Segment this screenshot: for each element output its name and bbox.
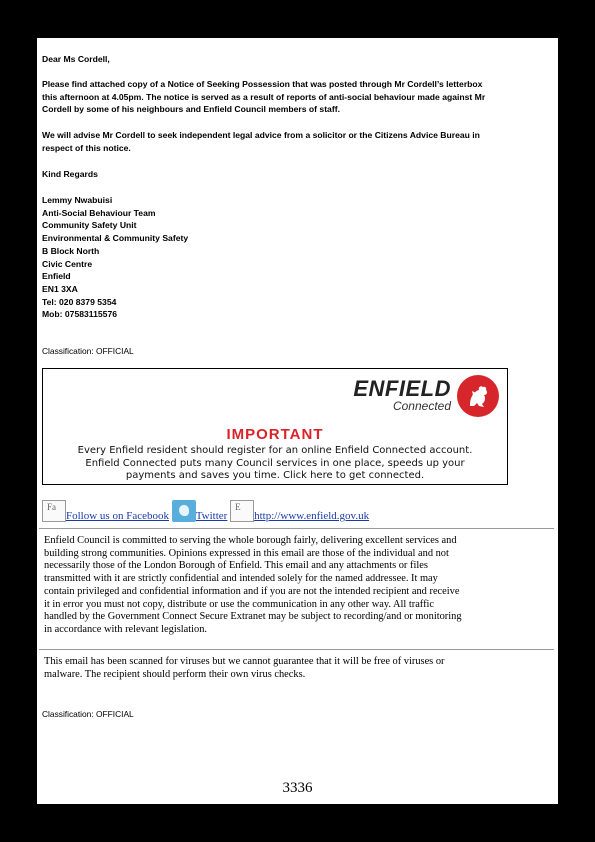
signature-team: Anti-Social Behaviour Team <box>42 207 156 218</box>
paragraph-2-line: We will advise Mr Cordell to seek independent legal advice from a solicitor or the Citizens Advice Bureau in <box>42 130 480 140</box>
signature-postcode: EN1 3XA <box>42 283 78 294</box>
banner-message <box>49 445 501 483</box>
twitter-link[interactable]: Twitter <box>195 510 228 522</box>
paragraph-1-line: this afternoon at 4.05pm. The notice is served as a result of reports of anti-social behaviour made against Mr <box>42 91 486 102</box>
disclaimer-line: Enfield Council is committed to serving the whole borough fairly, delivering excellent services and <box>44 535 457 546</box>
paragraph-2 <box>42 129 480 154</box>
logo-word: ENFIELD <box>353 376 451 401</box>
facebook-link[interactable]: Follow us on Facebook <box>66 510 169 522</box>
signature-building: Civic Centre <box>42 258 93 269</box>
signature-block <box>42 194 188 321</box>
classification-top: Classification: OFFICIAL <box>42 346 134 356</box>
paragraph-1-line: Please find attached copy of a Notice of Seeking Possession that was posted through Mr Cordell’s letterbox <box>42 79 483 89</box>
signature-mob: Mob: 07583115576 <box>42 309 118 320</box>
salutation: Dear Ms Cordell, <box>42 54 110 64</box>
banner-line: Enfield Connected puts many Council services in one place, speeds up your <box>85 457 465 469</box>
disclaimer <box>44 535 554 637</box>
signature-dept: Environmental & Community Safety <box>42 233 189 244</box>
enfield-logo-text <box>353 378 451 413</box>
signature-name: Lemmy Nwabuisi <box>42 195 113 205</box>
divider <box>39 649 554 650</box>
banner-line: Every Enfield resident should register for an online Enfield Connected account. <box>77 445 473 456</box>
virus-notice-line: malware. The recipient should perform their own virus checks. <box>44 668 306 680</box>
disclaimer-line: building strong communities. Opinions expressed in this email are those of the individual and not <box>44 547 449 559</box>
classification-bottom: Classification: OFFICIAL <box>42 709 134 719</box>
paragraph-1 <box>42 78 485 116</box>
social-links <box>42 500 369 524</box>
twitter-icon[interactable] <box>172 500 196 522</box>
paragraph-1-line: Cordell by some of his neighbours and Enfield Council members of staff. <box>42 104 340 115</box>
logo-subtitle: Connected <box>392 399 451 413</box>
facebook-icon[interactable]: Fa <box>42 500 66 522</box>
divider <box>39 528 554 529</box>
signature-block-name: B Block North <box>42 245 100 256</box>
closing: Kind Regards <box>42 169 98 179</box>
disclaimer-line: it in error you must not copy, distribute or use the communication in any other way. All traffic <box>44 598 435 610</box>
page-number: 3336 <box>282 780 313 796</box>
enfield-connected-banner[interactable] <box>42 368 508 485</box>
paragraph-2-line: respect of this notice. <box>42 142 131 153</box>
disclaimer-line: necessarily those of the London Borough of Enfield. This email and any attachments or files <box>44 560 428 572</box>
website-icon[interactable]: E <box>230 500 254 522</box>
banner-line: payments and saves you time. Click here to get connected. <box>125 470 425 481</box>
virus-notice <box>44 656 554 681</box>
important-heading: IMPORTANT <box>226 426 324 443</box>
virus-notice-line: This email has been scanned for viruses but we cannot guarantee that it will be free of viruses or <box>44 656 445 667</box>
disclaimer-line: contain privileged and confidential information and if you are not the intended recipient and receive <box>44 585 460 597</box>
signature-unit: Community Safety Unit <box>42 220 137 231</box>
signature-tel: Tel: 020 8379 5354 <box>42 296 117 307</box>
enfield-dragon-logo-icon <box>457 375 499 417</box>
document-page <box>37 38 558 804</box>
disclaimer-line: transmitted with it are strictly confidential and intended solely for the named addressee. It may <box>44 573 438 585</box>
disclaimer-line: in accordance with relevant legislation. <box>44 623 208 635</box>
disclaimer-line: handled by the Government Connect Secure Extranet may be subject to recording/and or monitoring <box>44 611 462 623</box>
website-link[interactable]: http://www.enfield.gov.uk <box>254 510 370 522</box>
signature-town: Enfield <box>42 271 71 282</box>
